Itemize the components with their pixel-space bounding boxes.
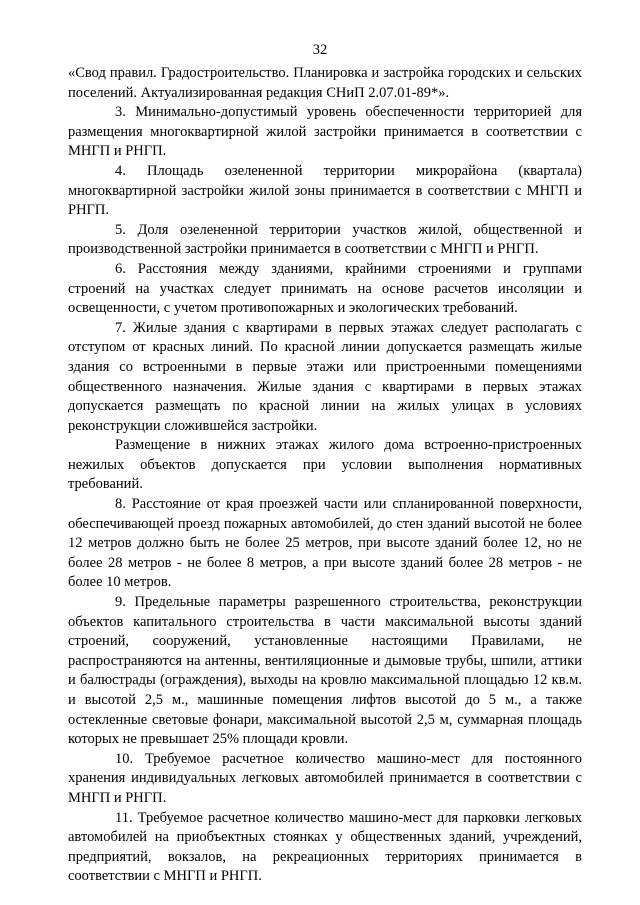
paragraph-item-9: 9. Предельные параметры разрешенного строительства, реконструкции объектов капитального строительства в части максимальной высоты зданий строений, сооружений, установленные настоящими Правилами, не распространяются на антенны, вентиляционные и дымовые трубы, шпили, аттики и балюстрады (ограждения), выходы на кровлю максимальной площадью 12 кв.м. и высотой 2,5 м., машинные помещения лифтов высотой до 5 м., а также остекленные световые фонари, максимальной высотой 2,5 м, суммарная площадь которых не превышает 25% площади кровли. bbox=[68, 594, 582, 748]
page-number: 32 bbox=[312, 42, 328, 58]
paragraph-item-11: 11. Требуемое расчетное количество машино-мест для парковки легковых автомобилей на приобъектных стоянках у общественных зданий, учреждений, предприятий, вокзалов, на рекреационных территориях принимается в соответствии с МНГП и РНГП. bbox=[68, 809, 582, 885]
paragraph-item-7-placement: Размещение в нижних этажах жилого дома встроенно-пристроенных нежилых объектов допускается при условии выполнения нормативных требований. bbox=[68, 437, 582, 493]
paragraph-item-8: 8. Расстояние от края проезжей части или спланированной поверхности, обеспечивающей проезд пожарных автомобилей, до стен зданий высотой не более 12 метров должно быть не более 25 метров, при высоте зданий более 12, но не более 28 метров - не более 8 метров, а при высоте зданий более 28 метров - не более 10 метров. bbox=[68, 496, 582, 591]
paragraph-continuation: «Свод правил. Градостроительство. Планировка и застройка городских и сельских поселений. Актуализированная редакция СНиП 2.07.01-89*». bbox=[68, 65, 582, 101]
paragraph-item-3: 3. Минимально-допустимый уровень обеспеченности территорией для размещения многоквартирной жилой застройки принимается в соответствии с МНГП и РНГП. bbox=[68, 104, 582, 160]
paragraph-item-5: 5. Доля озелененной территории участков жилой, общественной и производственной застройки принимается в соответствии с МНГП и РНГП. bbox=[68, 221, 582, 258]
paragraph-item-10: 10. Требуемое расчетное количество машино-мест для постоянного хранения индивидуальных легковых автомобилей принимается в соответствии с МНГП и РНГП. bbox=[68, 750, 582, 806]
paragraph-item-4: 4. Площадь озелененной территории микрорайона (квартала) многоквартирной застройки жилой зоны принимается в соответствии с МНГП и РНГП. bbox=[68, 162, 582, 219]
paragraph-item-7: 7. Жилые здания с квартирами в первых этажах следует располагать с отступом от красных линий. По красной линии допускается размещать жилые здания со встроенными в первые этажи или пристроенными помещениями общественного назначения. Жилые здания с квартирами в первых этажах допускается размещать по красной линии на жилых улицах в условиях реконструкции сложившейся застройки. bbox=[68, 319, 582, 434]
paragraph-item-6: 6. Расстояния между зданиями, крайними строениями и группами строений на участках следует принимать на основе расчетов инсоляции и освещенности, с учетом противопожарных и экологических требований. bbox=[68, 260, 582, 317]
document-body bbox=[68, 64, 582, 887]
